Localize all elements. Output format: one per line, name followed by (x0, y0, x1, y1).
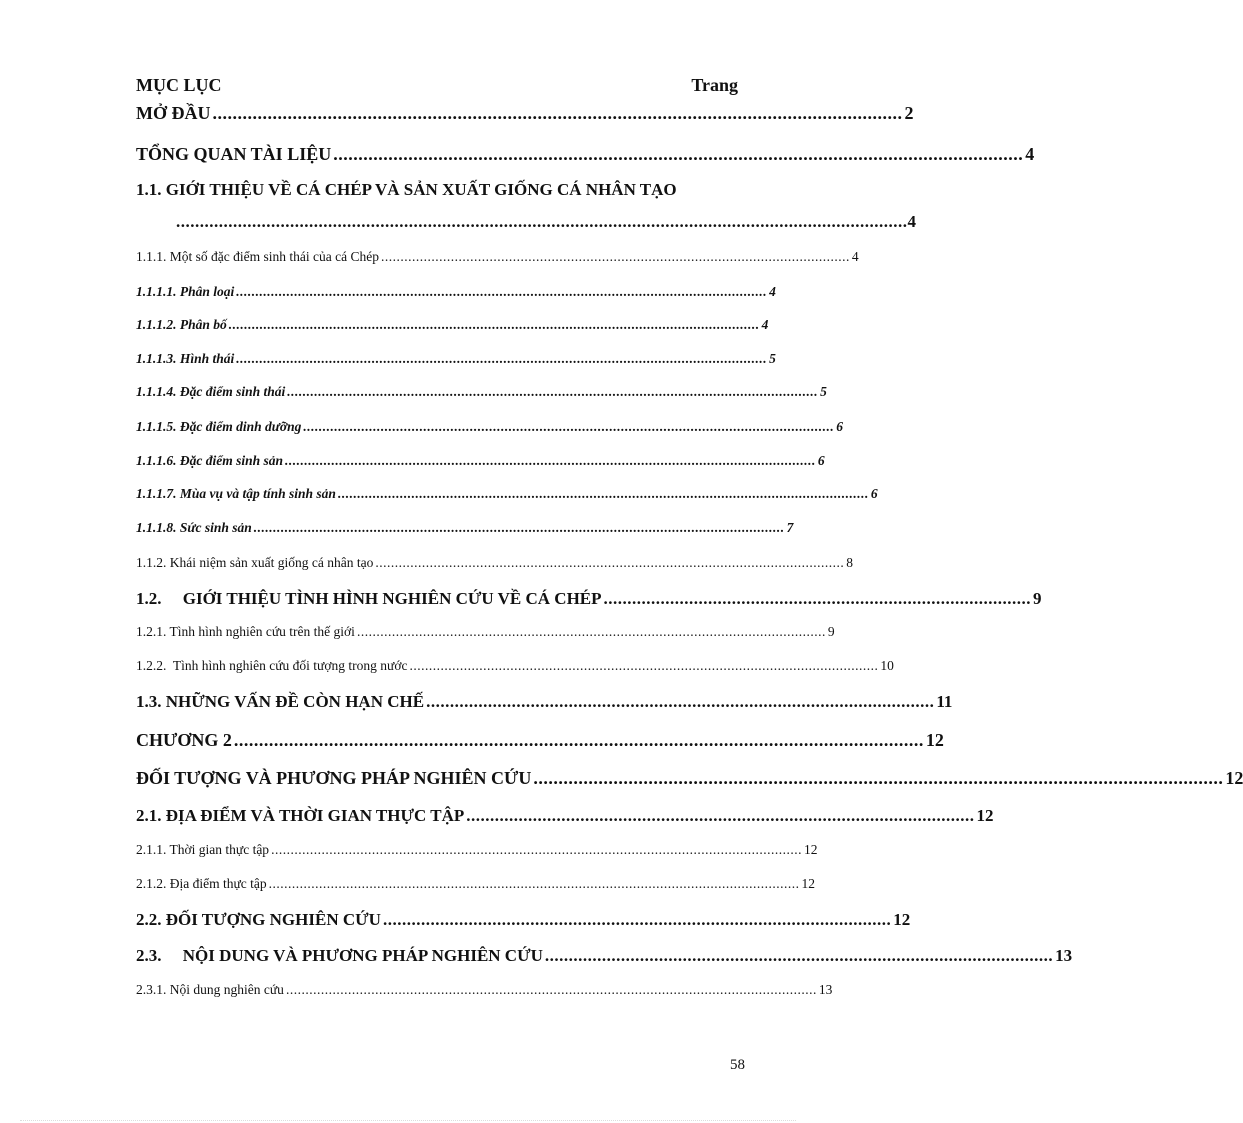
page-bottom-divider (20, 1120, 796, 1121)
toc-entry-page: 12 (893, 910, 911, 929)
toc-entry-text: 2.1.2. Địa điểm thực tập (136, 876, 267, 891)
toc-entry-text: MỞ ĐẦU (136, 103, 211, 123)
toc-entry-text: TỔNG QUAN TÀI LIỆU (136, 144, 332, 164)
toc-entry-text: 1.2.1. Tình hình nghiên cứu trên thế giới (136, 624, 355, 639)
toc-entry-page: 12 (925, 730, 944, 750)
toc-entry-page: 10 (880, 658, 894, 673)
toc-entry-page: 12 (1225, 768, 1243, 788)
toc-entry-text: 1.3. NHỮNG VẤN ĐỀ CÒN HẠN CHẾ (136, 692, 425, 711)
toc-entry-page: 7 (786, 520, 794, 535)
toc-entry-1-1-1-4[interactable]: 1.1.1.4. Đặc điểm sinh thái ......................................................................................................................................... 5 (136, 384, 827, 399)
toc-entry-1-2-1[interactable]: 1.2.1. Tình hình nghiên cứu trên thế giới ......................................................................................................................... 9 (136, 624, 835, 639)
toc-entry-page: 9 (1033, 589, 1042, 608)
toc-entry-text: 1.1.1.3. Hình thái (136, 351, 235, 366)
toc-entry-page: 13 (1055, 946, 1073, 965)
toc-entry-page: 12 (803, 842, 818, 857)
toc-entry-text: 2.2. ĐỐI TƯỢNG NGHIÊN CỨU (136, 910, 381, 929)
toc-entry-page: 4 (907, 212, 916, 231)
toc-entry-2-1-2[interactable]: 2.1.2. Địa điểm thực tập ......................................................................................................................................... 12 (136, 876, 816, 891)
toc-entry-text: 1.1.1.5. Đặc điểm dinh dưỡng (136, 419, 302, 434)
toc-entry-page: 12 (976, 806, 994, 825)
toc-entry-text: CHƯƠNG 2 (136, 730, 232, 750)
toc-entry-2-1-1[interactable]: 2.1.1. Thời gian thực tập ......................................................................................................................................... 12 (136, 842, 818, 857)
toc-entry-text: 1.1.1.2. Phân bố (136, 317, 227, 332)
toc-entry-page: 12 (801, 876, 816, 891)
toc-entry-text: 1.1.1.1. Phân loại (136, 284, 235, 299)
toc-entry-text: 2.1. ĐỊA ĐIỂM VÀ THỜI GIAN THỰC TẬP (136, 806, 465, 825)
page-number: 58 (730, 1057, 745, 1073)
toc-entry-text: 1.1.2. Khái niệm sản xuất giống cá nhân tạo (136, 555, 374, 570)
toc-entry-text: 1.1. GIỚI THIỆU VỀ CÁ CHÉP VÀ SẢN XUẤT GIỐNG CÁ NHÂN TẠO (136, 180, 677, 199)
toc-entry-page: 11 (936, 692, 953, 711)
toc-entry-1-1-1-8[interactable]: 1.1.1.8. Sức sinh sản ......................................................................................................................................... 7 (136, 520, 794, 535)
toc-entry-text: 1.2. GIỚI THIỆU TÌNH HÌNH NGHIÊN CỨU VỀ CÁ CHÉP (136, 589, 602, 608)
toc-entry-chuong-2[interactable]: CHƯƠNG 2 .......................................................................................................................................... 12 (136, 730, 944, 750)
toc-entry-mo-dau[interactable]: MỞ ĐẦU .......................................................................................................................................... 2 (136, 103, 914, 123)
toc-entry-text: 1.1.1.4. Đặc điểm sinh thái (136, 384, 286, 399)
toc-entry-page: 9 (827, 624, 835, 639)
toc-entry-doi-tuong-phuong-phap[interactable]: ĐỐI TƯỢNG VÀ PHƯƠNG PHÁP NGHIÊN CỨU .......................................................................................................................................... 12 (136, 768, 1243, 788)
toc-entry-text: 2.3.1. Nội dung nghiên cứu (136, 982, 284, 997)
toc-entry-2-3[interactable]: 2.3. NỘI DUNG VÀ PHƯƠNG PHÁP NGHIÊN CỨU ........................................................................................................... 13 (136, 946, 1073, 965)
toc-entry-1-1-continuation[interactable]: .......................................................................................................................................................... 4 (176, 212, 916, 231)
toc-entry-page: 6 (836, 419, 843, 434)
toc-entry-1-2[interactable]: 1.2. GIỚI THIỆU TÌNH HÌNH NGHIÊN CỨU VỀ CÁ CHÉP .......................................................................................... 9 (136, 589, 1042, 608)
toc-entry-page: 4 (851, 249, 859, 264)
toc-entry-1-3[interactable]: 1.3. NHỮNG VẤN ĐỀ CÒN HẠN CHẾ ........................................................................................................... 11 (136, 692, 953, 711)
toc-entry-text: 2.3. NỘI DUNG VÀ PHƯƠNG PHÁP NGHIÊN CỨU (136, 946, 543, 965)
toc-entry-text: ĐỐI TƯỢNG VÀ PHƯƠNG PHÁP NGHIÊN CỨU (136, 768, 532, 788)
toc-entry-text: 1.1.1. Một số đặc điểm sinh thái của cá Chép (136, 249, 379, 264)
toc-entry-1-1-2[interactable]: 1.1.2. Khái niệm sản xuất giống cá nhân tạo ......................................................................................................................... 8 (136, 555, 853, 570)
toc-entry-text: 1.2.2. Tình hình nghiên cứu đối tượng trong nước (136, 658, 408, 673)
toc-entry-text: 2.1.1. Thời gian thực tập (136, 842, 270, 857)
toc-entry-page: 2 (904, 103, 914, 123)
toc-entry-tong-quan[interactable]: TỔNG QUAN TÀI LIỆU .......................................................................................................................................... 4 (136, 144, 1035, 164)
toc-entry-text: 1.1.1.6. Đặc điểm sinh sản (136, 453, 284, 468)
toc-entry-page: 4 (1025, 144, 1035, 164)
toc-entry-page: 4 (761, 317, 769, 332)
toc-entry-1-1-1-7[interactable]: 1.1.1.7. Mùa vụ và tập tính sinh sản ......................................................................................................................................... 6 (136, 486, 878, 501)
toc-entry-1-1[interactable] (136, 180, 756, 200)
toc-entry-2-1[interactable]: 2.1. ĐỊA ĐIỂM VÀ THỜI GIAN THỰC TẬP ........................................................................................................... 12 (136, 806, 994, 825)
toc-entry-page: 5 (769, 351, 776, 366)
toc-entry-2-3-1[interactable]: 2.3.1. Nội dung nghiên cứu ......................................................................................................................................... 13 (136, 982, 833, 997)
toc-entry-page: 6 (817, 453, 825, 468)
toc-entry-text: 1.1.1.8. Sức sinh sản (136, 520, 252, 535)
toc-entry-1-1-1-1[interactable]: 1.1.1.1. Phân loại ......................................................................................................................................... 4 (136, 284, 776, 299)
toc-title: MỤC LỤC (136, 75, 222, 95)
toc-entry-page: 4 (769, 284, 776, 299)
toc-entry-page: 6 (870, 486, 878, 501)
toc-entry-text: 1.1.1.7. Mùa vụ và tập tính sinh sản (136, 486, 336, 501)
toc-entry-page: 13 (818, 982, 833, 997)
toc-entry-page: 8 (846, 555, 853, 570)
toc-entry-1-1-1-5[interactable]: 1.1.1.5. Đặc điểm dinh dưỡng ......................................................................................................................................... 6 (136, 419, 843, 434)
toc-entry-1-2-2[interactable]: 1.2.2. Tình hình nghiên cứu đối tượng trong nước ......................................................................................................................... 10 (136, 658, 894, 673)
toc-entry-1-1-1-3[interactable]: 1.1.1.3. Hình thái ......................................................................................................................................... 5 (136, 351, 776, 366)
toc-entry-1-1-1[interactable]: 1.1.1. Một số đặc điểm sinh thái của cá Chép ......................................................................................................................... 4 (136, 249, 859, 264)
toc-entry-1-1-1-2[interactable]: 1.1.1.2. Phân bố ......................................................................................................................................... 4 (136, 317, 769, 332)
toc-entry-page: 5 (820, 384, 827, 399)
toc-entry-1-1-1-6[interactable]: 1.1.1.6. Đặc điểm sinh sản ......................................................................................................................................... 6 (136, 453, 825, 468)
page-column-label: Trang (691, 75, 738, 95)
toc-header (136, 75, 738, 96)
toc-entry-2-2[interactable]: 2.2. ĐỐI TƯỢNG NGHIÊN CỨU ........................................................................................................... 12 (136, 910, 911, 929)
